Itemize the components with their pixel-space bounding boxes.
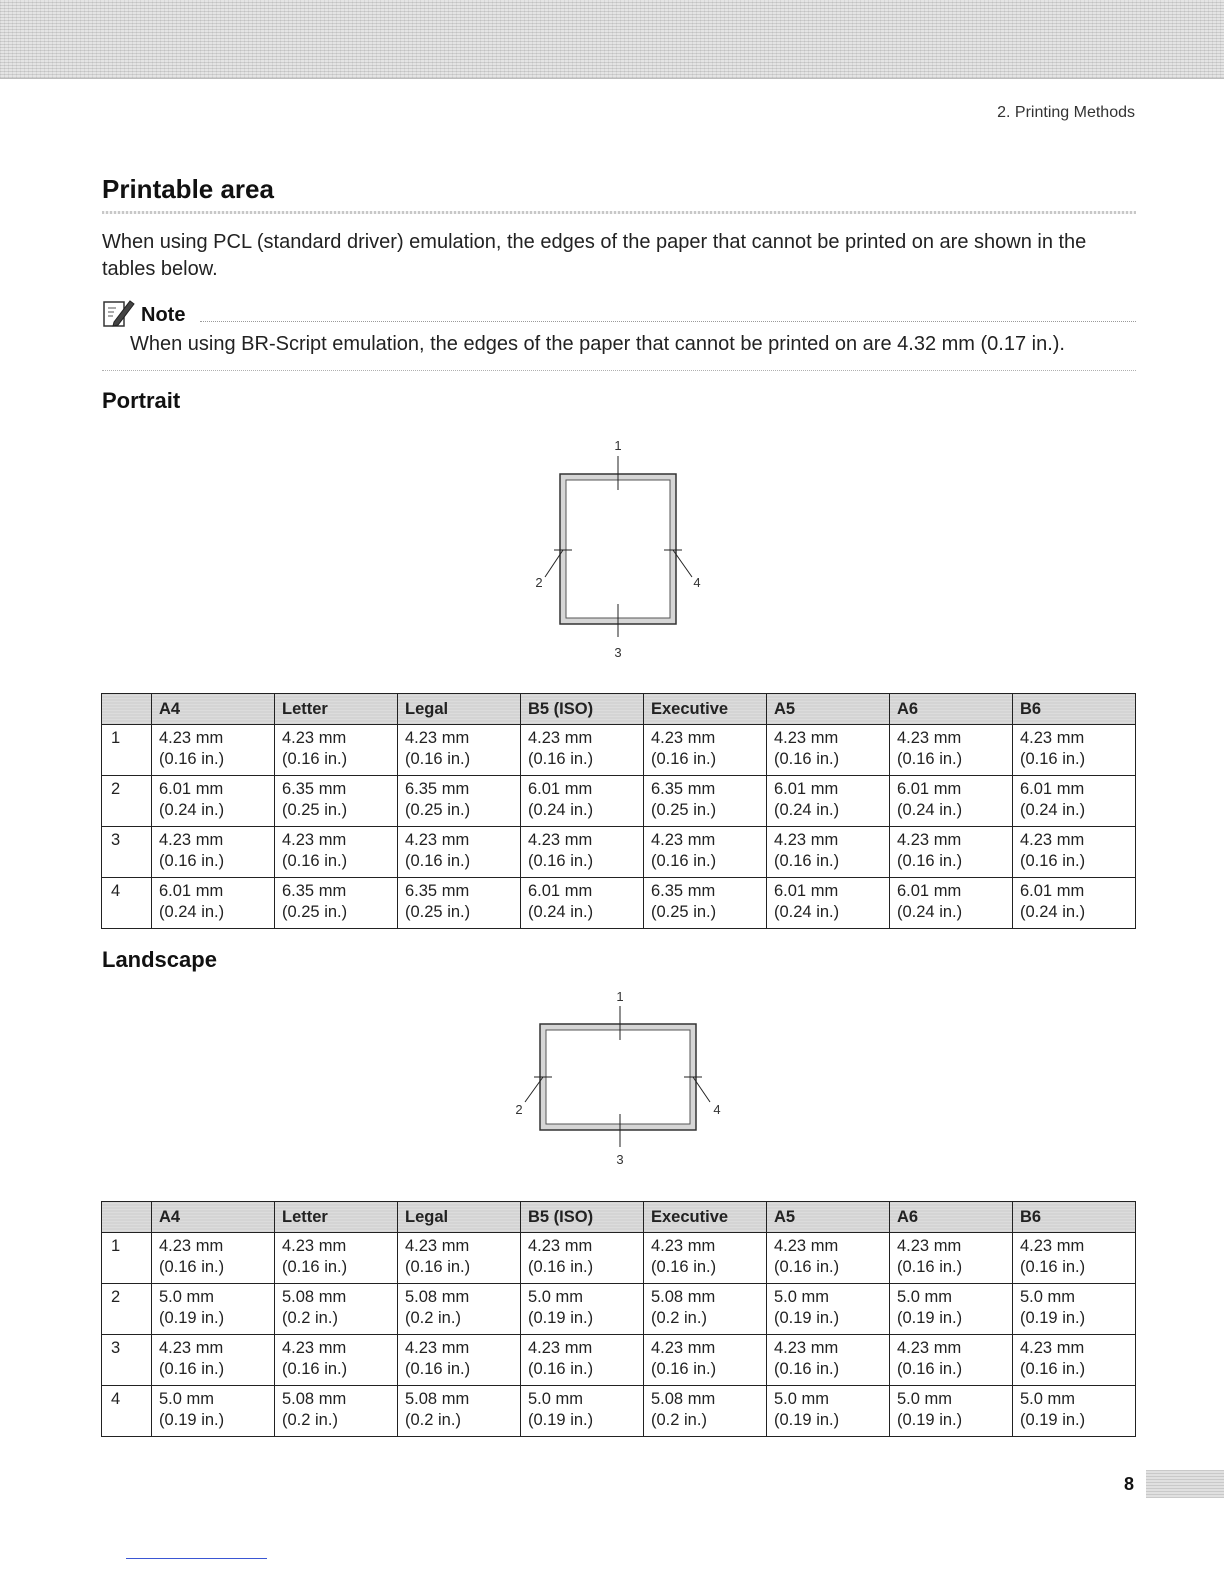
margin-inch-value: (0.16 in.) — [1020, 852, 1086, 870]
margin-inch-value: (0.24 in.) — [774, 801, 840, 819]
margin-cell — [521, 878, 644, 929]
landscape-table-body — [102, 1233, 1136, 1437]
margin-mm-value: 6.35 mm — [405, 780, 470, 798]
margin-mm-value: 4.23 mm — [651, 831, 716, 849]
margin-mm-value: 6.35 mm — [651, 882, 716, 900]
margin-cell — [398, 827, 521, 878]
margin-cell — [767, 1233, 890, 1284]
margin-inch-value: (0.16 in.) — [774, 852, 840, 870]
margin-inch-value: (0.25 in.) — [651, 801, 717, 819]
landscape-margins-table — [101, 1201, 1136, 1437]
table-header-row — [102, 1202, 1136, 1233]
margin-inch-value: (0.16 in.) — [282, 852, 348, 870]
margin-cell — [767, 827, 890, 878]
column-header: A5 — [767, 1202, 890, 1233]
margin-cell — [1013, 1284, 1136, 1335]
margin-mm-value: 5.0 mm — [897, 1288, 953, 1306]
column-header: Legal — [398, 694, 521, 725]
margin-cell — [890, 776, 1013, 827]
column-header: B6 — [1013, 694, 1136, 725]
page-tab-decoration — [1146, 1470, 1224, 1498]
diagram-label-top: 1 — [614, 438, 622, 453]
margin-mm-value: 6.01 mm — [897, 882, 962, 900]
margin-inch-value: (0.25 in.) — [651, 903, 717, 921]
margin-cell — [275, 827, 398, 878]
margin-mm-value: 4.23 mm — [1020, 729, 1085, 747]
margin-inch-value: (0.19 in.) — [528, 1309, 594, 1327]
margin-inch-value: (0.24 in.) — [1020, 903, 1086, 921]
margin-cell — [398, 1284, 521, 1335]
margin-mm-value: 4.23 mm — [774, 831, 839, 849]
margin-inch-value: (0.16 in.) — [528, 1360, 594, 1378]
margin-inch-value: (0.16 in.) — [528, 852, 594, 870]
column-header: Letter — [275, 1202, 398, 1233]
margin-inch-value: (0.24 in.) — [159, 801, 225, 819]
column-header: B5 (ISO) — [521, 694, 644, 725]
margin-mm-value: 6.01 mm — [1020, 882, 1085, 900]
margin-mm-value: 4.23 mm — [1020, 1339, 1085, 1357]
margin-inch-value: (0.16 in.) — [528, 1258, 594, 1276]
margin-inch-value: (0.16 in.) — [528, 750, 594, 768]
margin-mm-value: 4.23 mm — [774, 1237, 839, 1255]
margin-inch-value: (0.16 in.) — [1020, 1258, 1086, 1276]
margin-mm-value: 6.01 mm — [774, 780, 839, 798]
margin-cell — [152, 1386, 275, 1437]
margin-cell — [521, 1386, 644, 1437]
margin-mm-value: 4.23 mm — [282, 1339, 347, 1357]
margin-inch-value: (0.2 in.) — [282, 1411, 338, 1429]
column-header: B6 — [1013, 1202, 1136, 1233]
margin-inch-value: (0.16 in.) — [897, 852, 963, 870]
margin-inch-value: (0.25 in.) — [282, 903, 348, 921]
margin-cell — [1013, 827, 1136, 878]
margin-cell — [398, 725, 521, 776]
margin-inch-value: (0.16 in.) — [282, 750, 348, 768]
row-number: 4 — [102, 1386, 152, 1437]
table-row — [102, 1335, 1136, 1386]
margin-mm-value: 4.23 mm — [159, 831, 224, 849]
margin-inch-value: (0.16 in.) — [1020, 1360, 1086, 1378]
margin-cell — [890, 827, 1013, 878]
margin-cell — [521, 725, 644, 776]
row-number: 2 — [102, 1284, 152, 1335]
margin-mm-value: 4.23 mm — [528, 729, 593, 747]
margin-inch-value: (0.16 in.) — [282, 1258, 348, 1276]
margin-cell — [398, 1335, 521, 1386]
margin-mm-value: 4.23 mm — [282, 831, 347, 849]
margin-inch-value: (0.24 in.) — [897, 903, 963, 921]
note-pencil-icon — [102, 298, 136, 328]
margin-cell — [644, 1284, 767, 1335]
margin-inch-value: (0.16 in.) — [774, 1360, 840, 1378]
table-row — [102, 1386, 1136, 1437]
diagram-label-right: 4 — [693, 575, 701, 590]
margin-inch-value: (0.16 in.) — [159, 852, 225, 870]
margin-cell — [767, 1386, 890, 1437]
margin-inch-value: (0.19 in.) — [159, 1411, 225, 1429]
margin-cell — [152, 827, 275, 878]
footer-link-underline — [126, 1558, 267, 1559]
margin-cell — [275, 776, 398, 827]
margin-mm-value: 5.0 mm — [528, 1390, 584, 1408]
margin-mm-value: 5.08 mm — [651, 1288, 716, 1306]
margin-inch-value: (0.16 in.) — [405, 1360, 471, 1378]
header-cell-empty — [102, 1202, 152, 1233]
header-band — [0, 0, 1224, 79]
margin-cell — [1013, 725, 1136, 776]
margin-mm-value: 4.23 mm — [774, 1339, 839, 1357]
margin-cell — [890, 1284, 1013, 1335]
margin-mm-value: 5.08 mm — [405, 1288, 470, 1306]
margin-inch-value: (0.2 in.) — [651, 1309, 707, 1327]
margin-inch-value: (0.25 in.) — [405, 801, 471, 819]
margin-cell — [398, 878, 521, 929]
margin-inch-value: (0.2 in.) — [405, 1411, 461, 1429]
margin-cell — [644, 1386, 767, 1437]
margin-cell — [521, 1284, 644, 1335]
margin-mm-value: 6.35 mm — [405, 882, 470, 900]
margin-cell — [275, 1233, 398, 1284]
margin-cell — [890, 725, 1013, 776]
margin-cell — [521, 1335, 644, 1386]
title-divider — [102, 211, 1136, 214]
table-header-row — [102, 694, 1136, 725]
margin-cell — [767, 1284, 890, 1335]
margin-mm-value: 4.23 mm — [651, 729, 716, 747]
margin-inch-value: (0.24 in.) — [774, 903, 840, 921]
margin-mm-value: 5.0 mm — [774, 1390, 830, 1408]
margin-inch-value: (0.16 in.) — [774, 1258, 840, 1276]
column-header: Executive — [644, 694, 767, 725]
margin-inch-value: (0.2 in.) — [282, 1309, 338, 1327]
margin-mm-value: 6.01 mm — [159, 780, 224, 798]
margin-inch-value: (0.16 in.) — [159, 1360, 225, 1378]
note-divider — [200, 321, 1136, 322]
margin-mm-value: 4.23 mm — [897, 1237, 962, 1255]
margin-mm-value: 4.23 mm — [528, 831, 593, 849]
margin-cell — [644, 1335, 767, 1386]
diagram-label-bottom: 3 — [616, 1152, 624, 1167]
landscape-printable-area-diagram — [510, 984, 740, 1170]
margin-cell — [767, 725, 890, 776]
table-row — [102, 1233, 1136, 1284]
margin-mm-value: 5.0 mm — [897, 1390, 953, 1408]
margin-inch-value: (0.19 in.) — [1020, 1309, 1086, 1327]
margin-inch-value: (0.25 in.) — [405, 903, 471, 921]
margin-cell — [152, 776, 275, 827]
margin-inch-value: (0.16 in.) — [897, 750, 963, 768]
margin-inch-value: (0.16 in.) — [651, 1258, 717, 1276]
note-label: Note — [141, 304, 186, 326]
margin-cell — [644, 878, 767, 929]
portrait-margins-table — [101, 693, 1136, 929]
margin-mm-value: 5.0 mm — [774, 1288, 830, 1306]
margin-cell — [1013, 1233, 1136, 1284]
margin-mm-value: 4.23 mm — [159, 729, 224, 747]
margin-mm-value: 5.08 mm — [282, 1390, 347, 1408]
margin-cell — [275, 1284, 398, 1335]
margin-inch-value: (0.16 in.) — [774, 750, 840, 768]
margin-cell — [644, 725, 767, 776]
margin-cell — [767, 1335, 890, 1386]
margin-cell — [767, 878, 890, 929]
page-number: 8 — [1124, 1474, 1135, 1494]
margin-cell — [152, 878, 275, 929]
margin-cell — [152, 1233, 275, 1284]
row-number: 1 — [102, 1233, 152, 1284]
margin-inch-value: (0.2 in.) — [651, 1411, 707, 1429]
diagram-label-left: 2 — [535, 575, 543, 590]
portrait-printable-area-diagram — [510, 432, 720, 664]
margin-cell — [521, 776, 644, 827]
margin-cell — [398, 1233, 521, 1284]
margin-cell — [890, 1386, 1013, 1437]
margin-cell — [398, 776, 521, 827]
margin-cell — [152, 1335, 275, 1386]
margin-inch-value: (0.16 in.) — [897, 1360, 963, 1378]
row-number: 3 — [102, 827, 152, 878]
margin-cell — [275, 1386, 398, 1437]
margin-cell — [398, 1386, 521, 1437]
row-number: 3 — [102, 1335, 152, 1386]
margin-cell — [890, 1233, 1013, 1284]
portrait-table-body — [102, 725, 1136, 929]
table-row — [102, 1284, 1136, 1335]
margin-inch-value: (0.16 in.) — [159, 1258, 225, 1276]
page-title: Printable area — [102, 174, 274, 204]
margin-cell — [152, 725, 275, 776]
margin-cell — [152, 1284, 275, 1335]
margin-cell — [890, 1335, 1013, 1386]
margin-inch-value: (0.24 in.) — [1020, 801, 1086, 819]
margin-mm-value: 4.23 mm — [282, 729, 347, 747]
table-row — [102, 827, 1136, 878]
margin-inch-value: (0.24 in.) — [159, 903, 225, 921]
margin-cell — [890, 878, 1013, 929]
margin-mm-value: 6.01 mm — [1020, 780, 1085, 798]
margin-inch-value: (0.16 in.) — [651, 750, 717, 768]
margin-cell — [275, 878, 398, 929]
margin-mm-value: 6.01 mm — [528, 882, 593, 900]
margin-inch-value: (0.16 in.) — [1020, 750, 1086, 768]
margin-mm-value: 6.35 mm — [651, 780, 716, 798]
column-header: B5 (ISO) — [521, 1202, 644, 1233]
column-header: Executive — [644, 1202, 767, 1233]
margin-mm-value: 5.0 mm — [528, 1288, 584, 1306]
column-header: A4 — [152, 694, 275, 725]
margin-cell — [275, 725, 398, 776]
header-cell-empty — [102, 694, 152, 725]
table-row — [102, 776, 1136, 827]
margin-inch-value: (0.16 in.) — [405, 852, 471, 870]
margin-cell — [1013, 1386, 1136, 1437]
margin-mm-value: 4.23 mm — [159, 1237, 224, 1255]
margin-inch-value: (0.2 in.) — [405, 1309, 461, 1327]
diagram-label-top: 1 — [616, 989, 624, 1004]
column-header: Letter — [275, 694, 398, 725]
diagram-label-left: 2 — [515, 1102, 523, 1117]
margin-inch-value: (0.24 in.) — [528, 801, 594, 819]
margin-mm-value: 5.0 mm — [1020, 1288, 1076, 1306]
column-header: A5 — [767, 694, 890, 725]
margin-mm-value: 4.23 mm — [651, 1237, 716, 1255]
running-header: 2. Printing Methods — [997, 104, 1135, 121]
margin-mm-value: 4.23 mm — [897, 1339, 962, 1357]
margin-mm-value: 5.08 mm — [282, 1288, 347, 1306]
margin-mm-value: 4.23 mm — [405, 831, 470, 849]
margin-mm-value: 4.23 mm — [897, 729, 962, 747]
column-header: A4 — [152, 1202, 275, 1233]
margin-mm-value: 4.23 mm — [1020, 831, 1085, 849]
margin-cell — [521, 1233, 644, 1284]
margin-mm-value: 6.01 mm — [528, 780, 593, 798]
margin-inch-value: (0.19 in.) — [897, 1309, 963, 1327]
margin-mm-value: 4.23 mm — [282, 1237, 347, 1255]
margin-mm-value: 5.0 mm — [159, 1288, 215, 1306]
margin-inch-value: (0.16 in.) — [651, 1360, 717, 1378]
margin-mm-value: 4.23 mm — [1020, 1237, 1085, 1255]
margin-inch-value: (0.16 in.) — [897, 1258, 963, 1276]
column-header: A6 — [890, 1202, 1013, 1233]
margin-cell — [644, 827, 767, 878]
intro-paragraph: When using PCL (standard driver) emulation, the edges of the paper that cannot be printed on are shown in the tables below. — [102, 231, 1087, 280]
table-row — [102, 878, 1136, 929]
margin-inch-value: (0.24 in.) — [528, 903, 594, 921]
note-text: When using BR-Script emulation, the edges of the paper that cannot be printed on are 4.32 mm (0.17 in.). — [130, 333, 1065, 355]
margin-cell — [275, 1335, 398, 1386]
margin-inch-value: (0.19 in.) — [774, 1411, 840, 1429]
margin-inch-value: (0.19 in.) — [1020, 1411, 1086, 1429]
margin-mm-value: 4.23 mm — [405, 1339, 470, 1357]
margin-mm-value: 4.23 mm — [528, 1237, 593, 1255]
diagram-label-bottom: 3 — [614, 645, 622, 660]
margin-mm-value: 6.35 mm — [282, 780, 347, 798]
margin-cell — [1013, 1335, 1136, 1386]
margin-inch-value: (0.16 in.) — [405, 750, 471, 768]
portrait-heading: Portrait — [102, 388, 181, 413]
margin-mm-value: 5.08 mm — [405, 1390, 470, 1408]
margin-cell — [644, 776, 767, 827]
margin-inch-value: (0.16 in.) — [282, 1360, 348, 1378]
margin-inch-value: (0.19 in.) — [897, 1411, 963, 1429]
margin-inch-value: (0.16 in.) — [159, 750, 225, 768]
margin-inch-value: (0.24 in.) — [897, 801, 963, 819]
row-number: 1 — [102, 725, 152, 776]
margin-inch-value: (0.16 in.) — [651, 852, 717, 870]
margin-mm-value: 4.23 mm — [405, 1237, 470, 1255]
margin-mm-value: 5.08 mm — [651, 1390, 716, 1408]
table-row — [102, 725, 1136, 776]
note-end-divider — [102, 370, 1136, 371]
row-number: 2 — [102, 776, 152, 827]
margin-inch-value: (0.19 in.) — [528, 1411, 594, 1429]
margin-mm-value: 6.01 mm — [159, 882, 224, 900]
row-number: 4 — [102, 878, 152, 929]
margin-mm-value: 5.0 mm — [159, 1390, 215, 1408]
margin-mm-value: 6.35 mm — [282, 882, 347, 900]
margin-inch-value: (0.19 in.) — [774, 1309, 840, 1327]
margin-cell — [1013, 878, 1136, 929]
margin-mm-value: 6.01 mm — [897, 780, 962, 798]
margin-mm-value: 4.23 mm — [774, 729, 839, 747]
margin-cell — [1013, 776, 1136, 827]
margin-cell — [521, 827, 644, 878]
margin-mm-value: 4.23 mm — [897, 831, 962, 849]
margin-mm-value: 4.23 mm — [528, 1339, 593, 1357]
margin-cell — [644, 1233, 767, 1284]
margin-cell — [767, 776, 890, 827]
margin-mm-value: 5.0 mm — [1020, 1390, 1076, 1408]
column-header: A6 — [890, 694, 1013, 725]
margin-mm-value: 4.23 mm — [159, 1339, 224, 1357]
margin-mm-value: 6.01 mm — [774, 882, 839, 900]
diagram-label-right: 4 — [713, 1102, 721, 1117]
landscape-heading: Landscape — [102, 947, 217, 972]
margin-mm-value: 4.23 mm — [405, 729, 470, 747]
column-header: Legal — [398, 1202, 521, 1233]
margin-mm-value: 4.23 mm — [651, 1339, 716, 1357]
margin-inch-value: (0.25 in.) — [282, 801, 348, 819]
margin-inch-value: (0.16 in.) — [405, 1258, 471, 1276]
margin-inch-value: (0.19 in.) — [159, 1309, 225, 1327]
